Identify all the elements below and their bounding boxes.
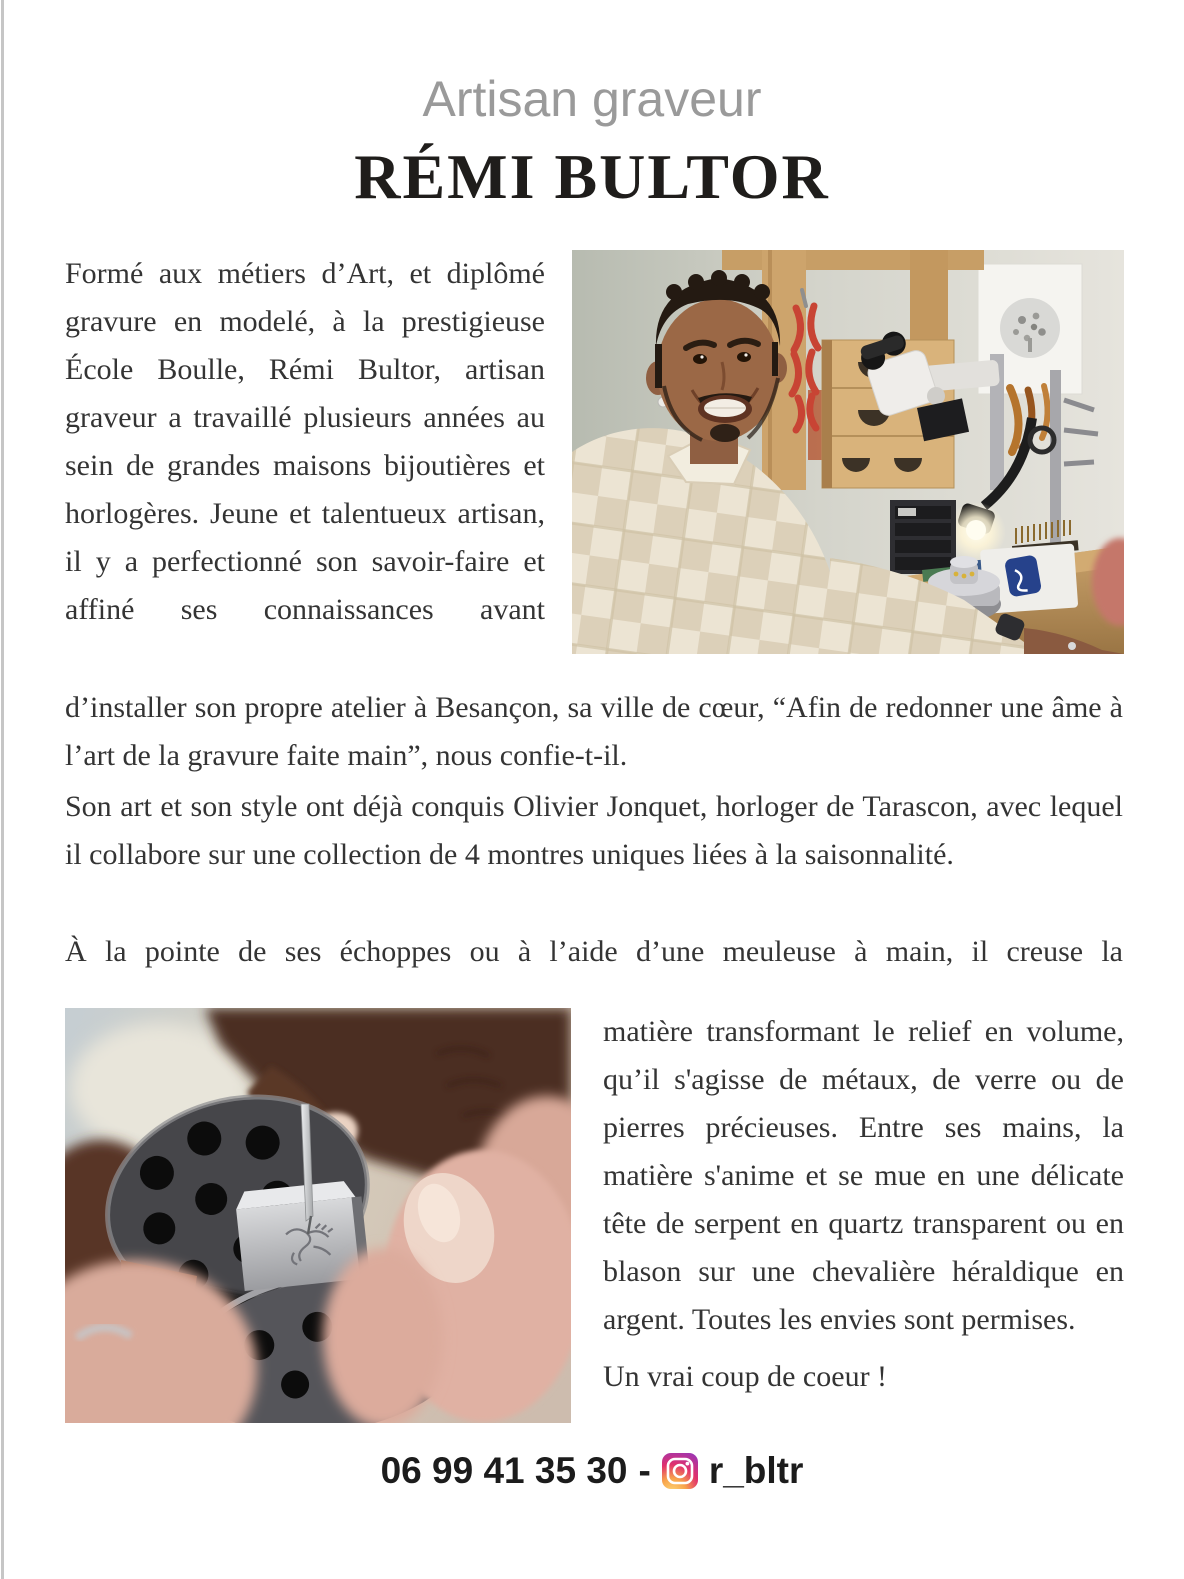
paragraph-1-column: Formé aux métiers d’Art, et diplômé gravure en modelé, à la prestigieuse École Boulle, Rémi Bultor, artisan graveur a travaillé plusieurs années au sein de grandes maisons bijoutières et horlogères. Jeune et talentueux artisan, il y a perfectionné son savoir-faire et affiné ses connaissances avant — [65, 257, 545, 626]
engraving-closeup-photo — [65, 1008, 571, 1423]
intro-section — [65, 250, 1124, 654]
paragraph-2: Son art et son style ont déjà conquis Olivier Jonquet, horloger de Tarascon, avec lequel il collabore sur une collection de 4 montres uniques liées à la saisonnalité. — [65, 790, 1123, 871]
contact-separator: - — [638, 1450, 651, 1491]
engraving-text-column — [603, 1008, 1124, 1401]
workshop-portrait-photo — [572, 250, 1124, 654]
instagram-icon — [662, 1453, 698, 1489]
page-supertitle: Artisan graveur — [422, 71, 762, 127]
paragraph-3-continued: matière transformant le relief en volume, qu’il s'agisse de métaux, de verre ou de pierres précieuses. Entre ses mains, la matière s'anime et se mue en une délicate tête de serpent en quartz transparent ou en blason sur une chevalière héraldique en argent. Toutes les envies sont permises. — [603, 1015, 1124, 1336]
phone-number: 06 99 41 35 30 — [380, 1450, 628, 1491]
workshop-portrait-illustration — [572, 250, 1124, 654]
small-parts-cabinet — [890, 500, 956, 574]
engraving-closeup-illustration — [65, 1008, 571, 1423]
engraving-section — [65, 1008, 1124, 1423]
page-title: RÉMI BULTOR — [354, 141, 830, 212]
contact-line — [0, 1450, 1184, 1492]
paragraph-1-continued: d’installer son propre atelier à Besançon, sa ville de cœur, “Afin de redonner une âme à l’art de la gravure faite main”, nous confie-t-il. — [65, 691, 1123, 772]
paragraph-3-intro: À la pointe de ses échoppes ou à l’aide d’une meuleuse à main, il creuse la — [65, 935, 1123, 968]
page-edge-line — [1, 0, 4, 1579]
paragraph-4: Un vrai coup de coeur ! — [603, 1360, 888, 1393]
instagram-handle: r_bltr — [708, 1450, 804, 1491]
